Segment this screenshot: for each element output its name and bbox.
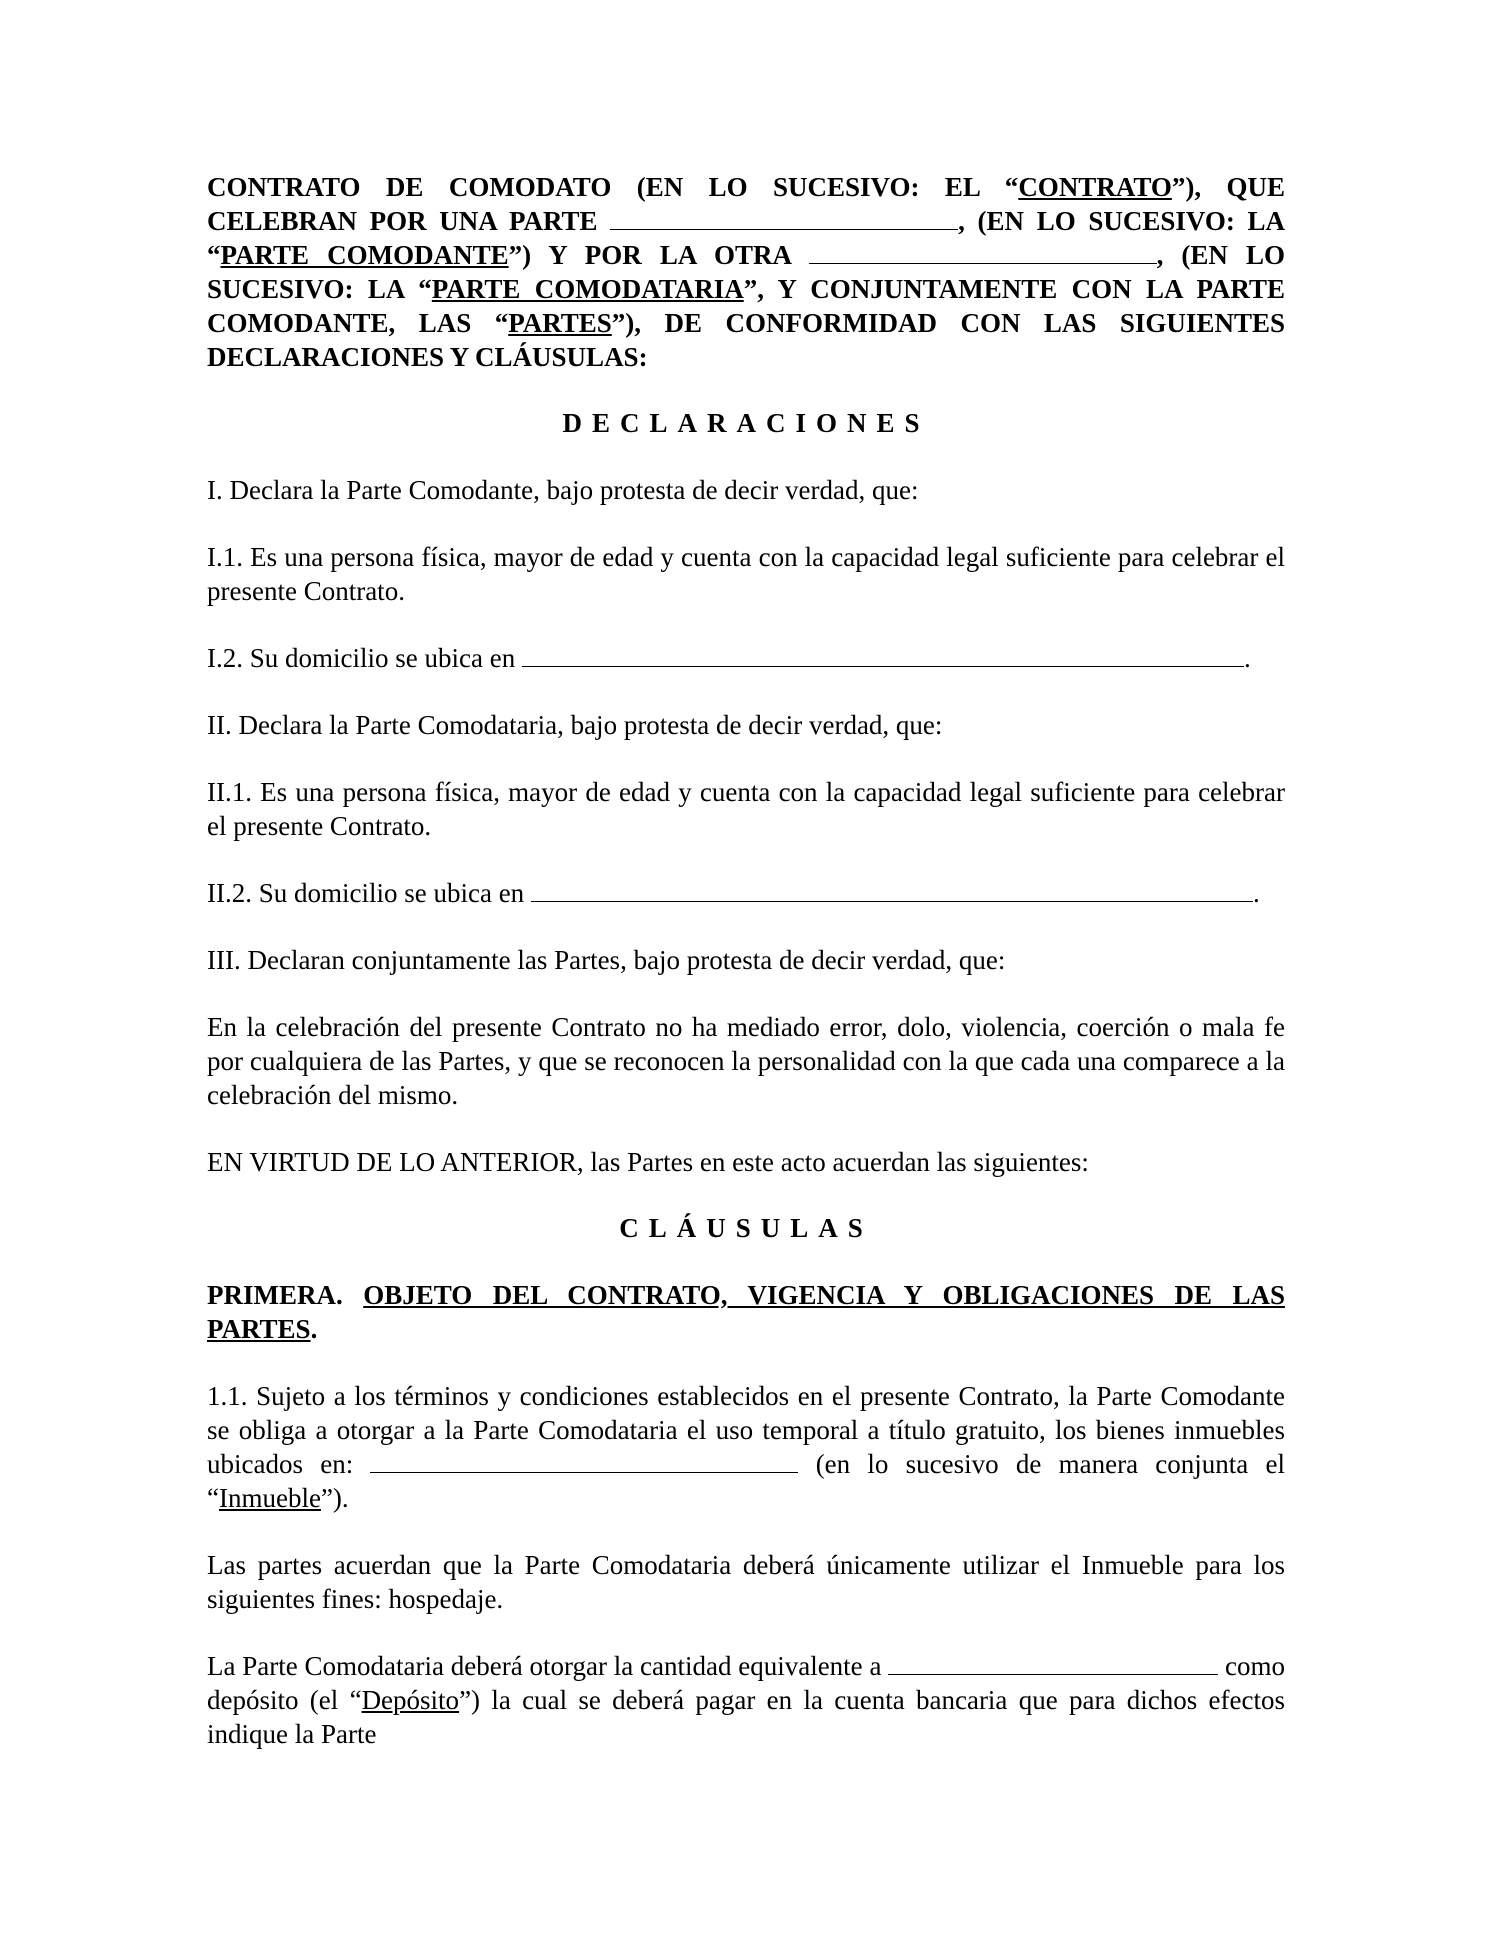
clause-text: 1.1. Sujeto a los términos y condiciones establecidos en el presente Contrato, la Parte Comodante se obliga a otorgar a la Parte Comodataria el uso temporal a título gratuito, los bienes inmuebles ubicados en:	[207, 1381, 1285, 1479]
heading-text: ”), QUE CELEBRAN POR UNA PARTE	[207, 172, 1285, 236]
heading-text: ”) Y POR LA OTRA	[508, 240, 809, 270]
clause-1-1	[207, 1379, 1285, 1515]
blank-line-comodante[interactable]	[610, 207, 958, 230]
clause-title: OBJETO DEL CONTRATO, VIGENCIA Y OBLIGACIONES DE LAS PARTES	[207, 1280, 1285, 1344]
declaration-text: .	[1243, 643, 1251, 673]
declaration-ii-1: II.1. Es una persona física, mayor de edad y cuenta con la capacidad legal suficiente para celebrar el presente Contrato.	[207, 777, 1285, 841]
blank-line-comodataria[interactable]	[809, 241, 1157, 264]
declaration-i: I. Declara la Parte Comodante, bajo protesta de decir verdad, que:	[207, 475, 919, 505]
defined-term-parte-comodante: PARTE COMODANTE	[220, 240, 509, 270]
declaration-iii-text: En la celebración del presente Contrato no ha mediado error, dolo, violencia, coerción o mala fe por cualquiera de las Partes, y que se reconocen la personalidad con la que cada una comparece a la celebración del mismo.	[207, 1012, 1285, 1110]
section-title-clausulas: CLÁUSULAS	[619, 1213, 873, 1243]
defined-term-parte-comodataria: PARTE COMODATARIA	[431, 274, 744, 304]
clause-uso: Las partes acuerdan que la Parte Comodataria deberá únicamente utilizar el Inmueble para los siguientes fines: hospedaje.	[207, 1550, 1285, 1614]
heading-text: ”, Y CONJUNTAMENTE CON LA PARTE COMODANTE, LAS “	[207, 274, 1286, 338]
declaration-text: .	[1252, 878, 1260, 908]
blank-line-domicilio-comodataria[interactable]	[531, 879, 1253, 902]
heading-text: , (EN LO SUCESIVO: LA “	[207, 240, 1286, 304]
declaration-ii: II. Declara la Parte Comodataria, bajo protesta de decir verdad, que:	[207, 710, 943, 740]
blank-line-inmueble[interactable]	[370, 1450, 798, 1473]
declaration-iii: III. Declaran conjuntamente las Partes, bajo protesta de decir verdad, que:	[207, 945, 1006, 975]
clause-text: ”) la cual se deberá pagar en la cuenta bancaria que para dichos efectos indique la Parte	[207, 1685, 1285, 1749]
clause-deposito	[207, 1649, 1285, 1751]
clause-text: La Parte Comodataria deberá otorgar la cantidad equivalente a	[207, 1651, 889, 1681]
clause-text: (en lo sucesivo de manera conjunta el “	[207, 1449, 1285, 1513]
declaration-text: I.2. Su domicilio se ubica en	[207, 643, 522, 673]
clause-label: PRIMERA.	[207, 1280, 364, 1310]
clause-text: ”).	[320, 1483, 349, 1513]
heading-text: ”), DE CONFORMIDAD CON LAS SIGUIENTES DECLARACIONES Y CLÁUSULAS:	[207, 308, 1285, 372]
document-body	[207, 170, 1285, 1751]
defined-term-inmueble: Inmueble	[218, 1483, 321, 1513]
defined-term-contrato: CONTRATO	[1018, 172, 1172, 202]
clause-primera-heading	[207, 1278, 1285, 1346]
clause-title-end: .	[310, 1314, 318, 1344]
virtud-statement: EN VIRTUD DE LO ANTERIOR, las Partes en este acto acuerdan las siguientes:	[207, 1147, 1089, 1177]
contract-heading	[207, 170, 1285, 374]
declaration-i-2	[207, 641, 1285, 675]
declaration-ii-2	[207, 876, 1285, 910]
defined-term-deposito: Depósito	[361, 1685, 460, 1715]
blank-line-domicilio-comodante[interactable]	[522, 644, 1244, 667]
declaration-i-1: I.1. Es una persona física, mayor de edad y cuenta con la capacidad legal suficiente para celebrar el presente Contrato.	[207, 542, 1285, 606]
blank-line-deposito[interactable]	[888, 1652, 1218, 1675]
section-title-declaraciones: DECLARACIONES	[562, 408, 930, 438]
defined-term-partes: PARTES	[508, 308, 612, 338]
heading-text: CONTRATO DE COMODATO (EN LO SUCESIVO: EL “	[207, 172, 1019, 202]
declaration-text: II.2. Su domicilio se ubica en	[207, 878, 531, 908]
clause-text: como depósito (el “	[207, 1651, 1285, 1715]
heading-text: , (EN LO SUCESIVO: LA “	[207, 206, 1285, 270]
